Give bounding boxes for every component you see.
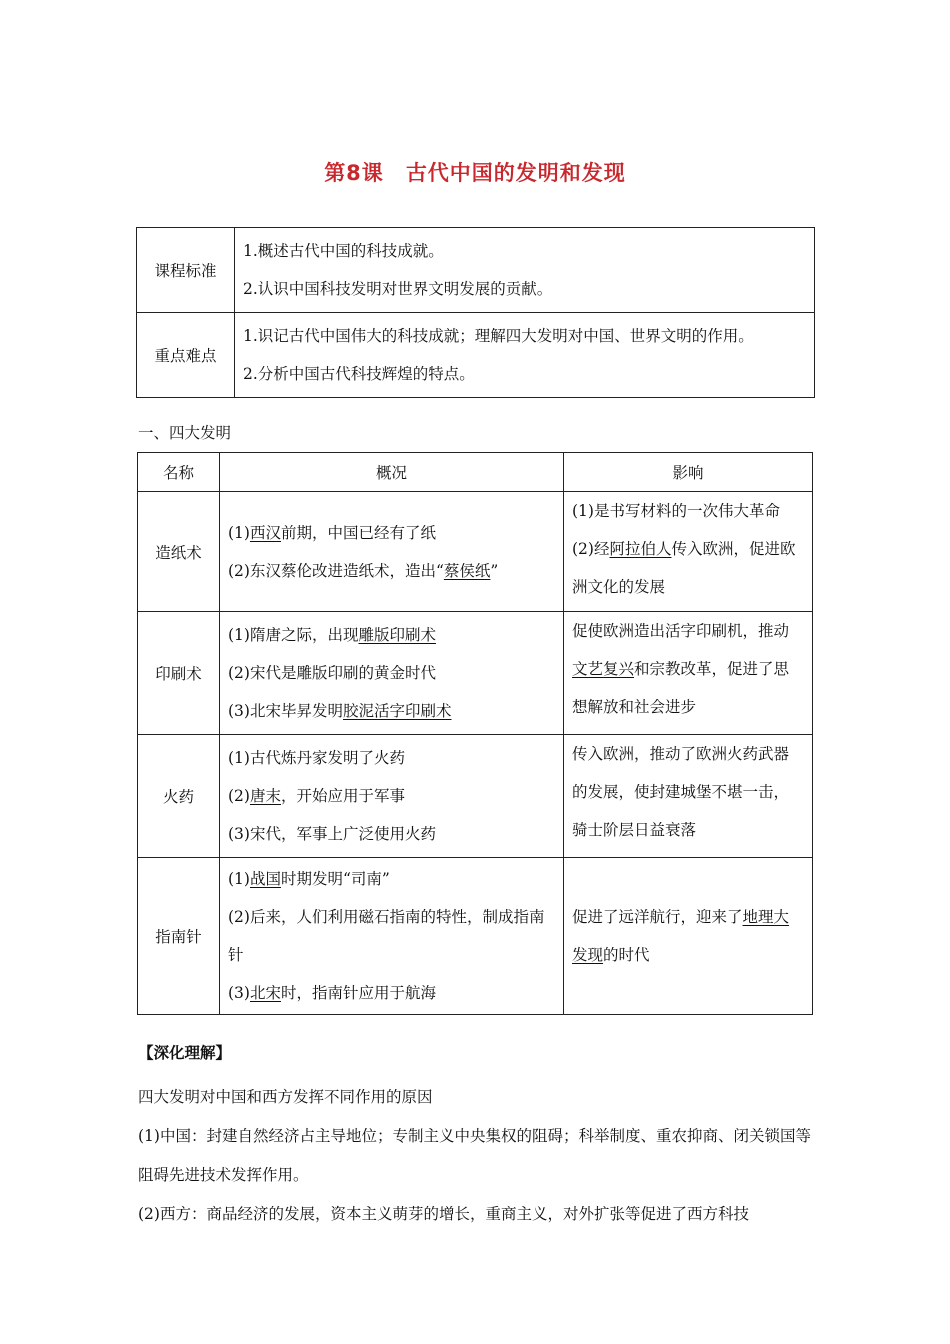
desc-line [228, 692, 555, 730]
desc-line [228, 552, 555, 590]
impact-line [572, 898, 804, 974]
column-header: 概况 [220, 453, 564, 492]
text: 传入欧洲，促进欧洲文化的发展 [572, 540, 796, 596]
text: (1)是书写材料的一次伟大革命 [572, 502, 780, 520]
lesson-number: 第8课 [324, 161, 384, 185]
standards-table [136, 227, 815, 398]
key-points-line: 1.识记古代中国伟大的科技成就；理解四大发明对中国、世界文明的作用。 [243, 327, 754, 345]
text: (2)后来，人们利用磁石指南的特性，制成指南针 [228, 908, 545, 964]
text: (3) [228, 984, 250, 1002]
table-row [137, 228, 815, 313]
underlined-answer: 西汉 [249, 523, 281, 542]
key-points-content [235, 313, 815, 398]
deepen-intro: 四大发明对中国和西方发挥不同作用的原因 [138, 1088, 433, 1106]
invention-desc [220, 612, 564, 735]
underlined-answer: 北宋 [249, 984, 281, 1002]
text: (1) [228, 523, 250, 542]
standards-line: 1.概述古代中国的科技成就。 [243, 242, 444, 260]
text: (1)隋唐之际，出现 [228, 626, 359, 644]
text: 和宗教改革，促进了思想解放和社会进步 [572, 660, 790, 716]
text: (1)古代炼丹家发明了火药 [228, 749, 405, 767]
page-title [0, 157, 950, 187]
impact-line [572, 612, 804, 726]
inventions-table [137, 452, 813, 1015]
invention-impact [564, 612, 813, 735]
column-header: 名称 [138, 453, 220, 492]
invention-name: 火药 [138, 735, 220, 858]
desc-line [228, 815, 555, 853]
standards-label: 课程标准 [137, 228, 235, 313]
text: (2)经 [572, 540, 610, 558]
underlined-answer: 胶泥活字印刷术 [342, 702, 452, 720]
text: 传入欧洲，推动了欧洲火药武器的发展，使封建城堡不堪一击，骑士阶层日益衰落 [572, 745, 790, 839]
key-points-line: 2.分析中国古代科技辉煌的特点。 [243, 365, 475, 383]
text: ，开始应用于军事 [280, 787, 405, 805]
invention-impact [564, 858, 813, 1015]
text: (3)北宋毕昇发明 [228, 702, 343, 720]
underlined-answer: 雕版印刷术 [358, 626, 436, 644]
invention-impact [564, 492, 813, 612]
deepen-heading: 【深化理解】 [138, 1044, 232, 1062]
underlined-answer: 蔡侯纸 [443, 561, 491, 580]
desc-line [228, 777, 555, 815]
deepen-china: (1)中国：封建自然经济占主导地位；专制主义中央集权的阻碍；科举制度、重农抑商、闭关锁国等阻碍先进技术发挥作用。 [138, 1127, 811, 1184]
text: 促使欧洲造出活字印刷机，推动 [572, 622, 790, 640]
text: 的时代 [603, 946, 650, 964]
text: 时，指南针应用于航海 [280, 984, 436, 1002]
impact-line [572, 492, 804, 530]
invention-impact [564, 735, 813, 858]
table-row [138, 612, 813, 735]
underlined-answer: 地理大发现 [572, 908, 790, 964]
underlined-answer: 唐末 [249, 787, 281, 805]
invention-desc [220, 858, 564, 1015]
text: 时期发明“司南” [280, 870, 390, 888]
text: (3)宋代，军事上广泛使用火药 [228, 825, 436, 843]
underlined-answer: 战国 [249, 870, 281, 888]
text: 促进了远洋航行，迎来了 [572, 908, 743, 926]
impact-line [572, 735, 804, 849]
deepen-body [138, 1078, 814, 1234]
table-row [137, 313, 815, 398]
deepen-west: (2)西方：商品经济的发展，资本主义萌芽的增长，重商主义，对外扩张等促进了西方科技 [138, 1205, 749, 1223]
invention-name: 指南针 [138, 858, 220, 1015]
impact-line [572, 530, 804, 606]
desc-line [228, 616, 555, 654]
text: (1) [228, 870, 250, 888]
desc-line [228, 514, 555, 552]
section-title: 一、四大发明 [138, 424, 232, 442]
standards-line: 2.认识中国科技发明对世界文明发展的贡献。 [243, 280, 553, 298]
table-row [138, 492, 813, 612]
standards-content [235, 228, 815, 313]
desc-line [228, 860, 555, 898]
column-header: 影响 [564, 453, 813, 492]
table-row [138, 858, 813, 1015]
text: (2) [228, 787, 250, 805]
lesson-name: 古代中国的发明和发现 [405, 161, 626, 185]
invention-name: 造纸术 [138, 492, 220, 612]
desc-line [228, 898, 555, 974]
desc-line [228, 739, 555, 777]
desc-line [228, 974, 555, 1012]
key-points-label: 重点难点 [137, 313, 235, 398]
invention-desc [220, 492, 564, 612]
desc-line [228, 654, 555, 692]
text: 前期，中国已经有了纸 [280, 523, 436, 542]
table-header-row [138, 453, 813, 492]
underlined-answer: 阿拉伯人 [609, 540, 672, 558]
text: ” [490, 561, 499, 580]
invention-name: 印刷术 [138, 612, 220, 735]
text: (2)宋代是雕版印刷的黄金时代 [228, 664, 436, 682]
underlined-answer: 文艺复兴 [572, 660, 635, 678]
table-row [138, 735, 813, 858]
text: (2)东汉蔡伦改进造纸术，造出“ [228, 561, 444, 580]
invention-desc [220, 735, 564, 858]
